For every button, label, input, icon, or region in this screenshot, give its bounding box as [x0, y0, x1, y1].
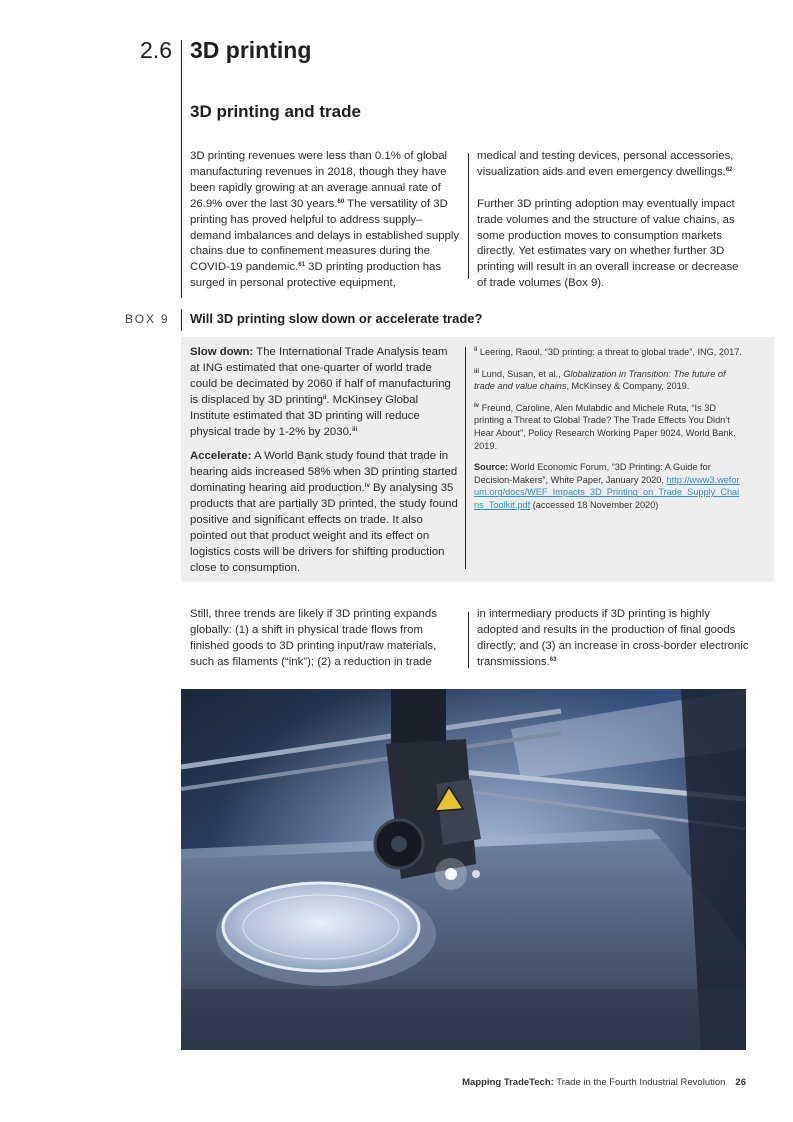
page-footer: [300, 1077, 746, 1089]
closing-right-paragraph: [477, 607, 749, 671]
note-text: Freund, Caroline, Alen Mulabdic and Michele Ruta, “Is 3D printing a Threat to Global Trade? The Trade Effects You Didn’t Hear About”, Policy Research Working Paper 9024, World Bank, 2019.: [474, 402, 736, 451]
intro-left-paragraph: [190, 149, 462, 292]
source-label: Source:: [474, 462, 509, 473]
section-title: 3D printing: [190, 37, 312, 63]
source-text: World Economic Forum, “3D Printing: A Guide for Decision-Makers”, White Paper, January 2020,: [474, 462, 711, 485]
footnote-ref: 61: [298, 262, 305, 269]
slow-down-label: Slow down:: [190, 346, 254, 358]
slow-down-text-2: . McKinsey Global Institute estimated that 3D printing will reduce physical trade by 1-2% by 2030.: [190, 393, 420, 438]
column-divider: [468, 612, 469, 668]
publication-title: Mapping TradeTech:: [462, 1077, 554, 1088]
publication-subtitle: Trade in the Fourth Industrial Revolution: [553, 1077, 726, 1088]
source-tail: (accessed 18 November 2020): [530, 499, 659, 510]
accelerate-text-2: By analysing 35 products that are partially 3D printed, the study found positive and significant effects on trade. It also pointed out that product weight and its effect on logistics costs will be drivers for shifting production close to consumption.: [190, 482, 458, 574]
intro-text-2: The versatility of 3D printing has proved helpful to address supply–demand imbalances and delays in established supply chains due to confinement measures during the COVID-19 pandemic.: [190, 197, 460, 274]
closing-right-text: in intermediary products if 3D printing is highly adopted and results in the production of final goods directly; and (3) an increase in cross-border electronic transmissions.: [477, 608, 749, 668]
accelerate-label: Accelerate:: [190, 450, 252, 463]
footnote-ref: 60: [337, 198, 345, 205]
intro-right-column: [477, 149, 749, 292]
box-label: BOX 9: [125, 312, 170, 326]
footnote-ref: 62: [725, 166, 733, 173]
intro-text-3: 3D printing production has surged in personal protective equipment,: [190, 261, 442, 290]
closing-right-column: [477, 607, 749, 671]
slow-down-text: The International Trade Analysis team at ING estimated that one-quarter of world trade could be decimated by 2060 if half of manufacturing is displaced by 3D printing: [190, 346, 451, 406]
box-title: Will 3D printing slow down or accelerate trade?: [190, 311, 483, 326]
note-3: [474, 402, 742, 452]
note-2: [474, 368, 742, 393]
footnote-ref: iii: [352, 426, 358, 433]
box-left-column: [190, 345, 458, 586]
box-divider: [181, 309, 182, 331]
subsection-title: 3D printing and trade: [190, 102, 361, 121]
page-number: 26: [735, 1077, 746, 1088]
note-mark: iii: [474, 368, 480, 375]
footnote-ref: 63: [549, 656, 557, 663]
intro-left-column: [190, 149, 462, 292]
note-text: Leering, Raoul, “3D printing: a threat to global trade”, ING, 2017.: [477, 347, 742, 357]
box-notes-column: [474, 346, 742, 521]
note-text: Lund, Susan, et al.,: [479, 368, 564, 379]
note-italic-title: Globalization in Transition: The future of trade and value chains: [474, 368, 726, 392]
source-note: [474, 461, 742, 511]
heading-divider: [181, 40, 182, 298]
intro-text-1: 3D printing revenues were less than 0.1% of global manufacturing revenues in 2018, though they have been rapidly growing at an average annual rate of 26.9% over the last 30 years.: [190, 150, 448, 210]
note-text: , McKinsey & Company, 2019.: [566, 381, 690, 392]
footnote-ref: iv: [364, 483, 370, 490]
section-number: 2.6: [140, 37, 172, 63]
column-divider: [468, 153, 469, 279]
intro-right-text-1: medical and testing devices, personal accessories, visualization aids and even emergency dwellings.: [477, 150, 734, 178]
accelerate-paragraph: [190, 449, 458, 576]
closing-left-column: [190, 607, 462, 671]
footnote-ref: ii: [322, 394, 327, 401]
slow-down-paragraph: [190, 345, 458, 440]
note-1: [474, 346, 742, 359]
accelerate-text: A World Bank study found that trade in hearing aids increased 58% when 3D printing started dominating hearing aid production.: [190, 450, 458, 495]
note-mark: ii: [474, 347, 478, 353]
closing-left-paragraph: Still, three trends are likely if 3D printing expands globally: (1) a shift in physical trade flows from finished goods to 3D printing input/raw materials, such as filaments (“ink”); (2) a reduction in trade: [190, 608, 437, 668]
box-column-divider: [465, 347, 466, 569]
note-mark: iv: [474, 402, 480, 409]
3d-printer-photo: [181, 689, 746, 1050]
source-link[interactable]: http://www3.weforum.org/docs/WEF_Impacts_3D_Printing_on_Trade_Supply_Chains_Toolkit.pdf: [474, 474, 740, 510]
intro-right-paragraph-1: [477, 149, 749, 181]
intro-right-paragraph-2: Further 3D printing adoption may eventually impact trade volumes and the structure of value chains, as some production moves to consumption markets directly. Yet estimates vary on whether further 3D printing will result in an overall increase or decrease of trade volumes (Box 9).: [477, 197, 739, 290]
